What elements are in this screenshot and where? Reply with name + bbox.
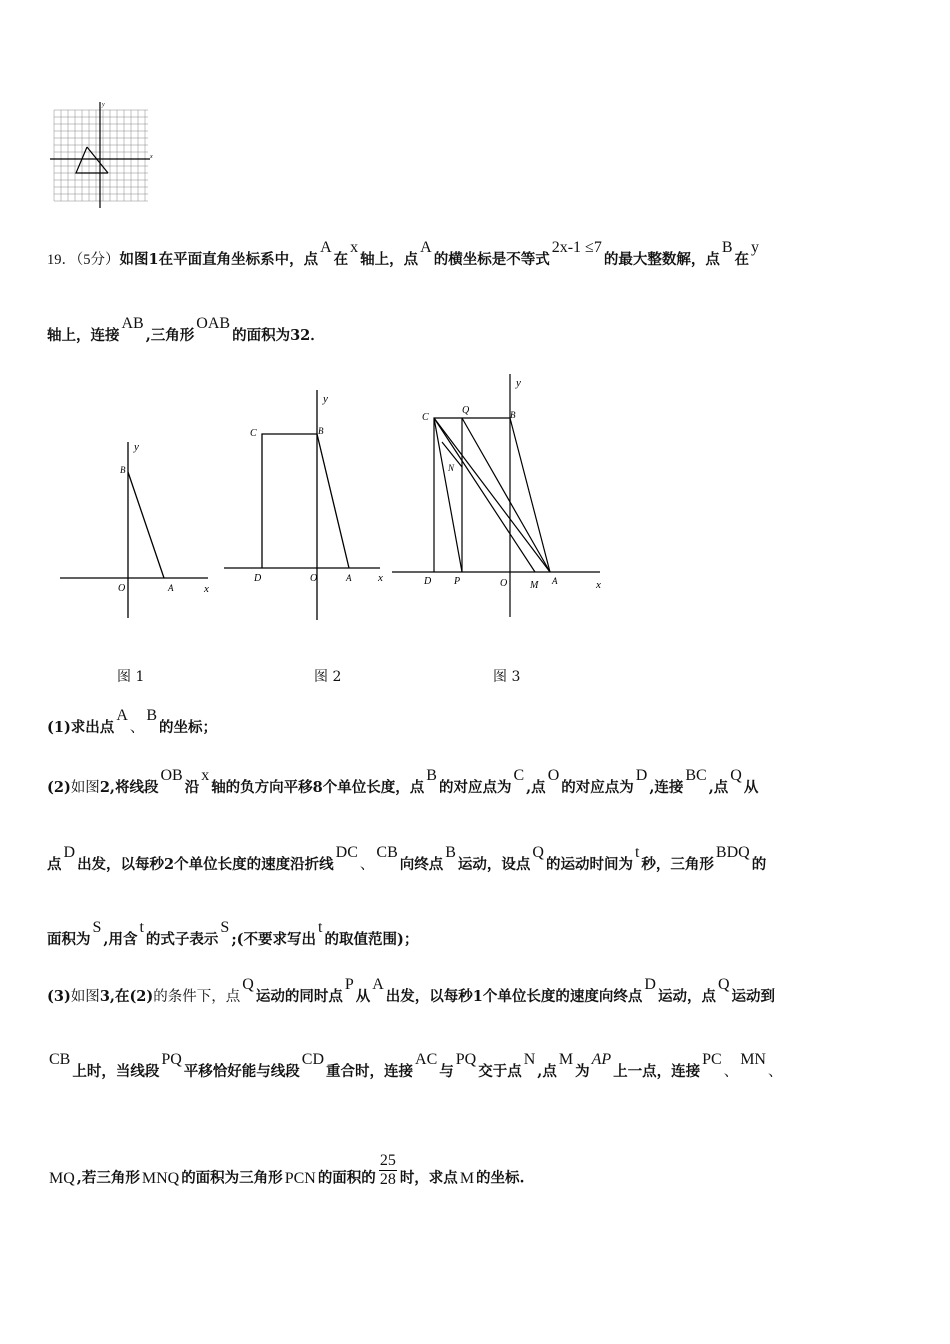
part1-text: (1)求出点 <box>47 719 115 736</box>
part2-text: 向终点 <box>399 856 444 873</box>
separator: 、 <box>359 857 375 873</box>
math-S: S <box>220 919 230 936</box>
part2-text: 秒，三角形 <box>641 856 714 873</box>
math-S: S <box>92 919 102 936</box>
problem-text: 的最大整数解，点 <box>603 251 720 268</box>
fig2-O-label: O <box>310 573 318 584</box>
problem-text: 在 <box>734 251 749 268</box>
problem-text: ,三角形 <box>145 327 195 344</box>
part2-line-2 <box>47 844 767 874</box>
part3-text: 运动，点 <box>657 988 716 1005</box>
part3-text: 的坐标. <box>476 1169 525 1187</box>
fig2-D-label: D <box>254 573 262 584</box>
fig1-A-label: A <box>168 583 174 593</box>
part2-text: 面积为 <box>47 931 91 948</box>
math-D: D <box>63 844 76 861</box>
fig1-x-label: x <box>204 583 209 595</box>
part2-text: 的对应点为 <box>561 779 634 796</box>
problem-text: 的横坐标是不等式 <box>433 251 550 268</box>
math-x: x <box>201 767 210 784</box>
part2-text: ,用含 <box>103 931 138 948</box>
problem-text: 的面积为32． <box>232 327 325 344</box>
part2-text: 运动，设点 <box>457 856 531 873</box>
part3-text: 交于点 <box>478 1063 522 1080</box>
part3-text: ,点 <box>537 1063 557 1080</box>
math-PQ: PQ <box>161 1051 182 1068</box>
part3-line-2 <box>47 1051 783 1081</box>
part3-text: 从 <box>355 988 371 1005</box>
part3-text: 的面积的 <box>317 1169 376 1187</box>
fraction-numerator: 25 <box>379 1152 396 1169</box>
part3-text: 运动的同时点 <box>255 988 343 1005</box>
math-C: C <box>513 767 525 784</box>
fig1-B-label: B <box>120 465 126 475</box>
math-M: M <box>558 1051 574 1068</box>
part2-text: 轴的负方向平移8个单位长度，点 <box>211 779 425 796</box>
part3-text: 重合时，连接 <box>326 1063 414 1080</box>
math-CB: CB <box>49 1051 71 1068</box>
math-M: M <box>459 1169 475 1187</box>
part2-text: ,点 <box>708 779 729 796</box>
part3-line-1 <box>47 976 776 1006</box>
part3-text: 3,在(2) <box>99 988 154 1005</box>
problem-line-1 <box>47 239 761 269</box>
problem-text: 轴上，点 <box>360 251 419 268</box>
caption-fig2: 图 2 <box>314 669 342 685</box>
math-t: t <box>634 844 640 861</box>
math-P: P <box>344 976 354 993</box>
math-y: y <box>751 239 759 256</box>
math-A: A <box>320 239 332 256</box>
part2-text: (2) <box>47 779 71 796</box>
separator: 、 <box>723 1064 739 1080</box>
part3-text: 时，求点 <box>399 1169 458 1187</box>
part1-line <box>47 707 218 737</box>
part2-text: 点 <box>47 856 62 873</box>
grid-figure <box>50 100 156 210</box>
separator: 、 <box>129 720 145 736</box>
fig2-x-label: x <box>378 572 383 584</box>
math-PQ: PQ <box>455 1051 477 1068</box>
fig3-P-label: P <box>454 576 461 587</box>
math-AP: AP <box>591 1051 612 1068</box>
math-Q: Q <box>532 844 544 861</box>
problem-text: 在平面直角坐标系中，点 <box>158 251 319 268</box>
math-B: B <box>721 239 733 256</box>
math-inequality: 2x-1 ≤7 <box>551 239 602 256</box>
math-PC: PC <box>702 1051 722 1068</box>
grid-x-label: x <box>150 154 153 160</box>
fig3-O-label: O <box>500 578 508 589</box>
problem-text: 在 <box>333 251 349 268</box>
fig1-O-label: O <box>118 583 126 594</box>
part2-text: 如图 <box>70 780 100 796</box>
fraction <box>379 1152 397 1189</box>
problem-text: 1 <box>148 251 159 268</box>
math-D: D <box>644 976 656 993</box>
problem-number: 19． <box>47 252 76 268</box>
part2-text: ,连接 <box>649 779 684 796</box>
math-PCN: PCN <box>284 1169 316 1187</box>
fig2-y-label: y <box>323 393 328 405</box>
part3-line-3 <box>47 1152 525 1197</box>
part3-text: 的条件下，点 <box>153 989 241 1005</box>
fig2-B-label: B <box>318 426 324 436</box>
math-MN: MN <box>740 1051 766 1068</box>
part2-text: 2,将线段 <box>99 779 159 796</box>
math-AB: AB <box>121 315 144 332</box>
math-CB: CB <box>376 844 398 861</box>
fig2-C-label: C <box>250 428 257 439</box>
problem-line-2 <box>47 315 325 345</box>
fig2-A-label: A <box>346 573 352 583</box>
part1-text: 的坐标； <box>159 719 218 736</box>
fig3-C-label: C <box>422 412 429 423</box>
part3-text: 如图 <box>70 989 100 1005</box>
math-OB: OB <box>160 767 183 784</box>
math-B: B <box>146 707 158 724</box>
math-OAB: OAB <box>196 315 231 332</box>
math-B: B <box>445 844 456 861</box>
fig3-x-label: x <box>596 579 601 591</box>
figure-3 <box>390 372 615 622</box>
part2-text: 出发，以每秒2个单位长度的速度沿折线 <box>77 856 334 873</box>
grid-y-label: y <box>102 102 105 108</box>
math-BC: BC <box>685 767 707 784</box>
math-AC: AC <box>415 1051 438 1068</box>
fig3-A-label: A <box>552 576 558 586</box>
part2-text: 的取值范围)； <box>324 931 419 948</box>
part3-text: 为 <box>575 1063 590 1080</box>
problem-text: 轴上，连接 <box>47 327 120 344</box>
part2-text: ,点 <box>526 779 546 796</box>
math-t: t <box>139 919 144 936</box>
math-A: A <box>420 239 432 256</box>
math-BDQ: BDQ <box>715 844 750 861</box>
problem-score: （5分） <box>76 252 120 268</box>
part2-text: 的运动时间为 <box>545 856 633 873</box>
math-Q: Q <box>717 976 730 993</box>
part2-text: ;(不要求写出 <box>231 931 317 948</box>
fraction-denominator: 28 <box>379 1171 396 1188</box>
part3-text: 平移恰好能与线段 <box>183 1063 300 1080</box>
fig3-N-label: N <box>448 463 455 473</box>
fig3-M-label: M <box>530 580 539 591</box>
part3-text: 出发，以每秒1个单位长度的速度向终点 <box>385 988 643 1005</box>
part3-text: 上时，当线段 <box>72 1063 160 1080</box>
fig3-B-label: B <box>510 410 516 420</box>
math-B: B <box>426 767 437 784</box>
math-t: t <box>318 919 323 936</box>
separator: 、 <box>767 1064 783 1080</box>
part2-line-1 <box>47 767 759 797</box>
math-x: x <box>350 239 359 256</box>
math-D: D <box>635 767 648 784</box>
math-A: A <box>372 976 384 993</box>
part3-text: 的面积为三角形 <box>181 1169 283 1187</box>
part2-text: 的对应点为 <box>438 779 512 796</box>
math-Q: Q <box>730 767 742 784</box>
part3-text: 上一点，连接 <box>613 1063 701 1080</box>
math-DC: DC <box>335 844 358 861</box>
math-MQ: MQ <box>49 1169 75 1187</box>
part2-text: 的 <box>751 856 767 873</box>
part2-text: 的式子表示 <box>145 931 219 948</box>
part3-text: 与 <box>439 1063 454 1080</box>
fig3-Q-label: Q <box>462 405 470 416</box>
math-N: N <box>523 1051 536 1068</box>
part3-text: (3) <box>47 988 71 1005</box>
part3-text: 运动到 <box>731 988 776 1005</box>
math-CD: CD <box>301 1051 325 1068</box>
math-Q: Q <box>242 976 254 993</box>
fig3-y-label: y <box>516 377 521 389</box>
math-MNQ: MNQ <box>141 1169 180 1187</box>
figure-2 <box>222 388 392 623</box>
caption-fig1: 图 1 <box>117 669 145 685</box>
fig1-y-label: y <box>134 441 139 453</box>
math-O: O <box>547 767 560 784</box>
part2-text: 从 <box>743 779 759 796</box>
problem-text: 如图 <box>119 251 149 268</box>
part2-text: 沿 <box>184 779 200 796</box>
caption-fig3: 图 3 <box>493 669 521 685</box>
math-A: A <box>116 707 128 724</box>
part2-line-3 <box>47 919 419 949</box>
fig3-D-label: D <box>424 576 432 587</box>
figure-1 <box>58 440 218 620</box>
part3-text: ,若三角形 <box>76 1169 140 1187</box>
